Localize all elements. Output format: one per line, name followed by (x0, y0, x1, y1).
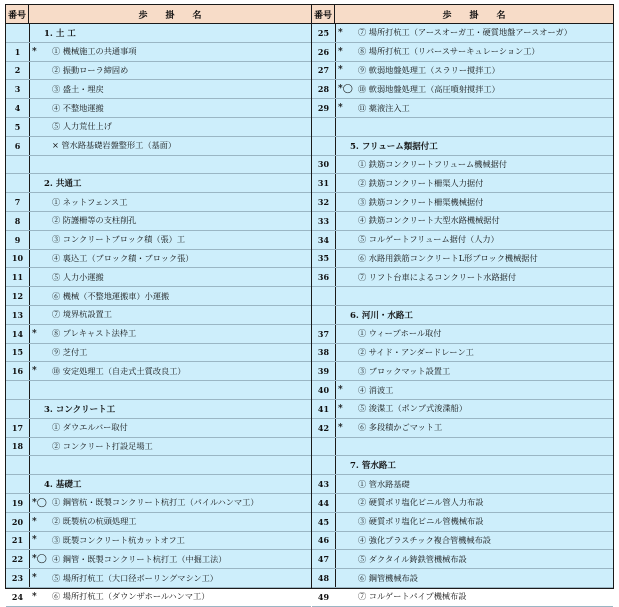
table-row (312, 174, 613, 193)
row-number: 11 (11, 272, 24, 283)
row-number: 46 (317, 535, 330, 546)
right-table (312, 4, 614, 602)
row-number: 37 (317, 328, 330, 339)
spacer-row (6, 381, 311, 400)
item-name: ⑨ 芝付工 (52, 346, 88, 357)
item-name: ⑥ 場所打杭工（ダウンザホールハンマ工） (52, 591, 210, 602)
table-row (6, 438, 311, 457)
item-name: ⑨ 軟弱地盤処理工（スラリー撹拌工） (358, 64, 500, 75)
table-row (6, 569, 311, 588)
table-row (6, 118, 311, 137)
row-mark: *◯ (338, 84, 353, 95)
table-row (312, 550, 613, 569)
row-number: 1 (14, 46, 21, 57)
table-header (6, 5, 311, 24)
item-name: ② コンクリート打設足場工 (52, 440, 153, 451)
item-name: ⑤ 浚渫工（ポンプ式浚渫船） (358, 403, 468, 414)
row-number: 17 (11, 422, 24, 433)
row-number: 2 (14, 65, 21, 76)
table-row (312, 494, 613, 513)
row-number: 26 (317, 46, 330, 57)
table-row (6, 513, 311, 532)
table-row (6, 362, 311, 381)
table-row (312, 513, 613, 532)
table-row (6, 287, 311, 306)
row-number: 23 (11, 573, 24, 584)
table-row (6, 419, 311, 438)
item-name: ④ 強化プラスチック複合管機械布設 (358, 534, 491, 545)
table-row (312, 344, 613, 363)
row-number: 45 (317, 516, 330, 527)
row-number: 47 (317, 554, 330, 565)
spacer-row (312, 438, 613, 457)
table-row (6, 212, 311, 231)
table-header (312, 5, 613, 24)
table-row (6, 532, 311, 551)
row-number: 32 (317, 197, 330, 208)
item-name: ⑥ 水路用鉄筋コンクリートL形ブロック機械据付 (358, 252, 538, 263)
item-name: × 管水路基礎岩盤整形工（基面） (52, 140, 177, 151)
row-number: 36 (317, 272, 330, 283)
table-row (312, 381, 613, 400)
row-number: 6 (14, 140, 21, 151)
item-name: ① 鉄筋コンクリートフリューム機械据付 (358, 158, 507, 169)
row-mark: * (32, 573, 37, 584)
table-row (6, 231, 311, 250)
table-row (6, 250, 311, 269)
item-name: ① ネットフェンス工 (52, 196, 128, 207)
table-row (312, 250, 613, 269)
row-number: 7 (14, 197, 21, 208)
table-row (312, 156, 613, 175)
item-name: ① 鋼管杭・既製コンクリート杭打工（パイルハンマ工） (52, 497, 259, 508)
row-number: 18 (11, 441, 24, 452)
table-row (312, 193, 613, 212)
table-row (312, 268, 613, 287)
row-number: 30 (317, 159, 330, 170)
spacer-row (6, 156, 311, 175)
row-number: 19 (11, 497, 24, 508)
section-heading-row (6, 174, 311, 193)
table-row (312, 62, 613, 81)
row-mark: *◯ (32, 554, 47, 565)
row-number: 41 (317, 403, 330, 414)
item-name: ⑧ 場所打杭工（リバースサーキュレーション工） (358, 46, 540, 57)
item-name: ③ コンクリートブロック積（張）工 (52, 234, 186, 245)
row-number: 13 (11, 309, 24, 320)
table-row (6, 344, 311, 363)
row-mark: * (32, 591, 37, 602)
row-number: 27 (317, 65, 330, 76)
section-title: 5. フリューム類据付工 (350, 141, 438, 152)
table-row (6, 99, 311, 118)
table-row (312, 80, 613, 99)
item-name: ③ 盛土・埋戻 (52, 83, 104, 94)
section-heading-row (6, 400, 311, 419)
item-name: ⑤ 人力荒仕上げ (52, 121, 112, 132)
row-number: 34 (317, 234, 330, 245)
row-number: 22 (11, 554, 24, 565)
item-name: ⑦ コルゲートパイプ機械布設 (358, 591, 467, 602)
spacer-row (312, 118, 613, 137)
section-heading-row (312, 456, 613, 475)
item-name: ② サイド・アンダードレーン工 (358, 346, 474, 357)
row-number: 35 (317, 253, 330, 264)
item-name: ⑩ 軟弱地盤処理工（高圧噴射撹拌工） (358, 83, 500, 94)
row-number: 20 (11, 516, 24, 527)
row-mark: * (32, 46, 37, 57)
row-mark: * (338, 103, 343, 114)
section-title: 1. 土 工 (44, 28, 76, 39)
section-heading-row (6, 24, 311, 43)
row-number: 4 (14, 103, 21, 114)
item-name: ③ 硬質ポリ塩化ビニル管機械布設 (358, 516, 484, 527)
row-mark: * (32, 516, 37, 527)
table-row (6, 494, 311, 513)
row-number: 21 (11, 535, 24, 546)
table-row (312, 325, 613, 344)
item-name: ⑥ 鋼管機械布設 (358, 572, 418, 583)
item-name: ⑦ リフト台車によるコンクリート水路据付 (358, 271, 517, 282)
item-name: ① ウィープホール取付 (358, 328, 442, 339)
item-name: ② 鉄筋コンクリート柵渠人力据付 (358, 177, 484, 188)
row-mark: * (338, 403, 343, 414)
item-name: ① 管水路基礎 (358, 478, 410, 489)
section-title: 7. 管水路工 (350, 461, 396, 472)
row-mark: * (32, 535, 37, 546)
row-number: 33 (317, 215, 330, 226)
item-name: ④ 消波工 (358, 384, 394, 395)
row-number: 8 (14, 215, 21, 226)
item-name: ⑤ 場所打杭工（大口径ボーリングマシン工） (52, 572, 218, 583)
row-number: 48 (317, 573, 330, 584)
row-number: 5 (14, 121, 21, 132)
item-name: ⑥ 機械（不整地運搬車）小運搬 (52, 290, 170, 301)
item-name: ② 硬質ポリ塩化ビニル管人力布設 (358, 497, 484, 508)
header-number: 番号 (6, 5, 29, 23)
row-mark: * (338, 385, 343, 396)
row-number: 49 (317, 591, 330, 602)
table-row (312, 231, 613, 250)
header-name: 歩掛名 (138, 10, 220, 21)
table-row (312, 212, 613, 231)
table-row (312, 24, 613, 43)
item-name: ⑥ 多段積かごマット工 (358, 422, 443, 433)
row-number: 25 (317, 27, 330, 38)
table-row (6, 268, 311, 287)
row-number: 31 (317, 178, 330, 189)
spacer-row (312, 287, 613, 306)
row-number: 9 (14, 234, 21, 245)
table-row (6, 306, 311, 325)
row-mark: * (338, 46, 343, 57)
item-name: ⑦ 境界杭設置工 (52, 309, 112, 320)
table-row (6, 80, 311, 99)
table-row (6, 193, 311, 212)
item-name: ⑦ 場所打杭工（アースオーガ工・硬質地盤アースオーガ） (358, 27, 572, 38)
section-title: 2. 共通工 (44, 179, 82, 190)
section-title: 4. 基礎工 (44, 480, 82, 491)
row-mark: * (32, 366, 37, 377)
section-heading-row (312, 137, 613, 156)
table-row (6, 588, 311, 607)
table-row (312, 475, 613, 494)
header-name: 歩掛名 (442, 10, 524, 21)
section-title: 6. 河川・水路工 (350, 310, 413, 321)
item-name: ③ ブロックマット設置工 (358, 365, 451, 376)
row-number: 12 (11, 291, 24, 302)
row-number: 38 (317, 347, 330, 358)
section-heading-row (312, 306, 613, 325)
construction-rate-table (5, 4, 614, 602)
row-number: 10 (11, 253, 24, 264)
item-name: ⑤ 人力小運搬 (52, 271, 104, 282)
table-row (312, 419, 613, 438)
item-name: ② 防護柵等の支柱削孔 (52, 215, 137, 226)
row-mark: * (338, 27, 343, 38)
item-name: ⑤ ダクタイル鋳鉄管機械布設 (358, 553, 467, 564)
row-number: 3 (14, 84, 21, 95)
item-name: ④ 不整地運搬 (52, 102, 104, 113)
item-name: ③ 鉄筋コンクリート柵渠機械据付 (358, 196, 484, 207)
table-row (312, 532, 613, 551)
item-name: ② 既製杭の杭頭処理工 (52, 516, 137, 527)
row-number: 43 (317, 479, 330, 490)
row-number: 16 (11, 366, 24, 377)
row-number: 44 (317, 497, 330, 508)
section-heading-row (6, 475, 311, 494)
table-row (312, 400, 613, 419)
row-number: 28 (317, 84, 330, 95)
item-name: ⑧ プレキャスト法枠工 (52, 328, 137, 339)
item-name: ⑩ 安定処理工（自走式土質改良工） (52, 365, 186, 376)
row-number: 42 (317, 422, 330, 433)
table-row (312, 569, 613, 588)
item-name: ① ダウエルバー取付 (52, 422, 128, 433)
item-name: ⑤ コルゲートフリューム据付（人力） (358, 234, 499, 245)
table-row (312, 588, 613, 607)
row-mark: * (338, 422, 343, 433)
table-row (6, 43, 311, 62)
item-name: ⑪ 薬液注入工 (358, 102, 410, 113)
row-number: 39 (317, 366, 330, 377)
row-mark: * (32, 328, 37, 339)
row-mark: * (338, 65, 343, 76)
header-number: 番号 (312, 5, 335, 23)
row-mark: *◯ (32, 497, 47, 508)
left-table (5, 4, 312, 602)
item-name: ② 振動ローラ締固め (52, 64, 129, 75)
table-row (6, 550, 311, 569)
table-row (6, 62, 311, 81)
item-name: ④ 裏込工（ブロック積・ブロック張） (52, 252, 194, 263)
table-row (312, 99, 613, 118)
row-number: 24 (11, 591, 24, 602)
table-row (6, 325, 311, 344)
row-number: 29 (317, 103, 330, 114)
item-name: ③ 既製コンクリート杭カットオフ工 (52, 534, 185, 545)
item-name: ④ 鋼管・既製コンクリート杭打工（中掘工法） (52, 553, 227, 564)
table-row (312, 43, 613, 62)
table-row (312, 362, 613, 381)
table-row (6, 137, 311, 156)
spacer-row (6, 456, 311, 475)
item-name: ① 機械施工の共通事項 (52, 46, 137, 57)
section-title: 3. コンクリート工 (44, 404, 116, 415)
row-number: 40 (317, 385, 330, 396)
item-name: ④ 鉄筋コンクリート大型水路機械据付 (358, 215, 500, 226)
row-number: 15 (11, 347, 24, 358)
row-number: 14 (11, 328, 24, 339)
